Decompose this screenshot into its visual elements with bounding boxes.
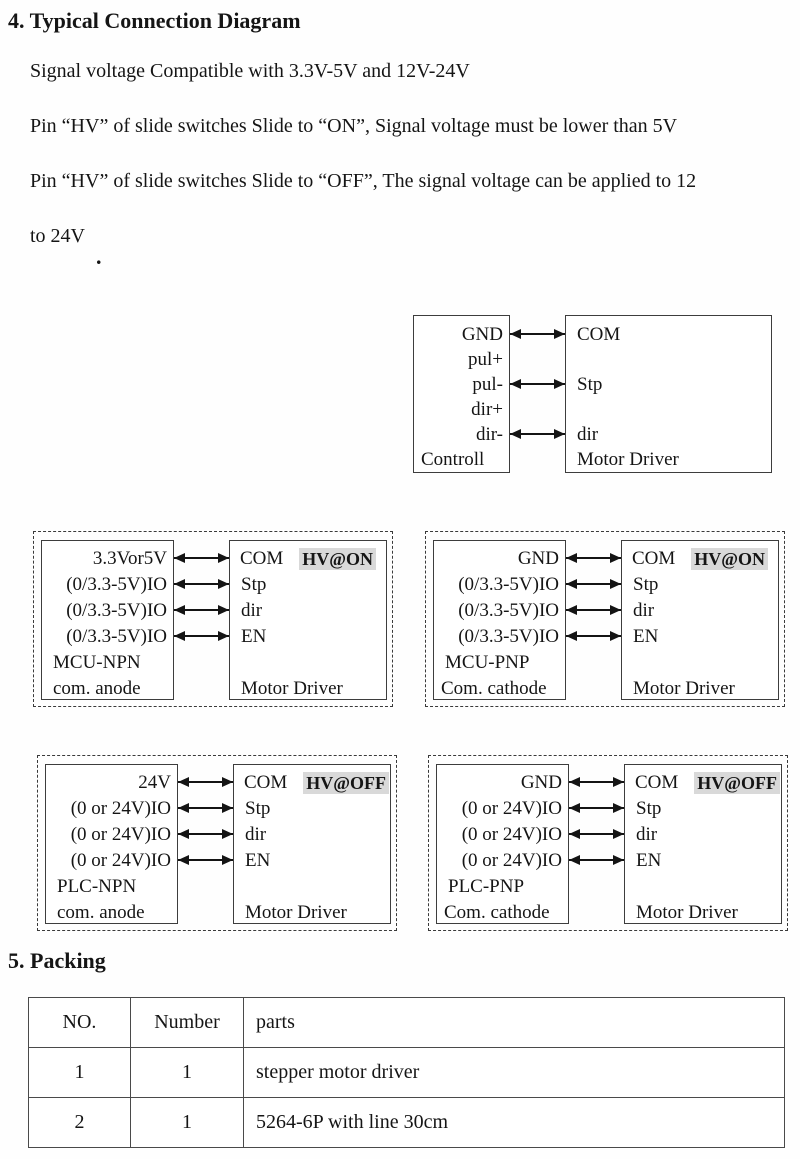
pin-label: dir <box>633 600 655 621</box>
double-arrow-icon <box>569 807 624 809</box>
pin-label: (0/3.3-5V)IO <box>66 574 167 595</box>
pin-label: (0 or 24V)IO <box>461 850 562 871</box>
box-title: Motor Driver <box>245 902 347 923</box>
double-arrow-icon <box>566 609 621 611</box>
pin-label: (0/3.3-5V)IO <box>458 626 559 647</box>
pin-label: (0 or 24V)IO <box>70 824 171 845</box>
box-title: Motor Driver <box>636 902 738 923</box>
double-arrow-icon <box>178 833 233 835</box>
double-arrow-icon <box>569 833 624 835</box>
pin-label: (0/3.3-5V)IO <box>458 574 559 595</box>
pin-label: EN <box>241 626 267 647</box>
hv-off-note-cont: to 24V <box>30 225 85 247</box>
pin-label: Stp <box>636 798 662 819</box>
box-title: com. anode <box>53 678 141 699</box>
pin-label: pul- <box>472 374 503 395</box>
pin-label: (0 or 24V)IO <box>70 798 171 819</box>
double-arrow-icon <box>178 807 233 809</box>
table-header-row <box>29 998 785 1048</box>
plc-npn-diagram <box>37 755 397 931</box>
motor-driver-box <box>565 315 772 473</box>
spacer-row <box>625 874 781 900</box>
table-cell: 2 <box>29 1098 131 1148</box>
pin-label: COM <box>240 548 284 569</box>
table-cell: 5264-6P with line 30cm <box>244 1098 785 1148</box>
pin-label: 24V <box>138 772 171 793</box>
pin-label: COM <box>577 324 621 345</box>
pin-label: GND <box>520 772 562 793</box>
table-row <box>29 1048 785 1098</box>
hv-badge: HV@ON <box>299 548 376 570</box>
connection-diagram-grid <box>33 531 789 931</box>
double-arrow-icon <box>178 859 233 861</box>
spacer-row <box>234 874 390 900</box>
stray-period: . <box>96 244 102 269</box>
double-arrow-icon <box>174 583 229 585</box>
box-title: PLC-NPN <box>57 876 137 897</box>
pin-label: (0 or 24V)IO <box>70 850 171 871</box>
plc-box <box>45 764 178 924</box>
box-title: MCU-NPN <box>53 652 141 673</box>
controller-box <box>413 315 510 473</box>
packing-table <box>28 997 785 1148</box>
pin-label: EN <box>636 850 662 871</box>
hv-badge: HV@OFF <box>303 772 389 794</box>
double-arrow-icon <box>566 557 621 559</box>
table-cell: stepper motor driver <box>244 1048 785 1098</box>
table-header-cell: NO. <box>29 998 131 1048</box>
pin-label: pul+ <box>468 349 503 370</box>
mcu-box <box>41 540 174 700</box>
double-arrow-icon <box>566 635 621 637</box>
box-title: Com. cathode <box>444 902 550 923</box>
plc-pnp-diagram <box>428 755 788 931</box>
double-arrow-icon <box>510 333 565 335</box>
double-arrow-icon <box>178 781 233 783</box>
motor-driver-box <box>229 540 387 700</box>
pin-label: (0/3.3-5V)IO <box>458 600 559 621</box>
box-title: Motor Driver <box>241 678 343 699</box>
hv-on-note: Pin “HV” of slide switches Slide to “ON”, Signal voltage must be lower than 5V <box>30 115 678 137</box>
pin-label: EN <box>245 850 271 871</box>
pin-label: dir <box>241 600 263 621</box>
double-arrow-icon <box>510 433 565 435</box>
section-4-heading: 4. Typical Connection Diagram <box>8 8 301 33</box>
box-title: Motor Driver <box>633 678 735 699</box>
signal-voltage-note: Signal voltage Compatible with 3.3V-5V and 12V-24V <box>30 60 470 82</box>
pin-label: (0 or 24V)IO <box>461 824 562 845</box>
spacer-row <box>566 397 771 422</box>
double-arrow-icon <box>566 583 621 585</box>
double-arrow-icon <box>569 859 624 861</box>
pin-label: dir <box>577 424 599 445</box>
controller-driver-diagram <box>413 315 772 473</box>
pin-label: Stp <box>577 374 603 395</box>
box-title: Controll <box>421 449 485 470</box>
pin-label: dir+ <box>471 399 503 420</box>
hv-badge: HV@ON <box>691 548 768 570</box>
pin-label: Stp <box>241 574 267 595</box>
hv-off-note: Pin “HV” of slide switches Slide to “OFF”, The signal voltage can be applied to 12 <box>30 170 697 192</box>
table-header-cell: Number <box>131 998 244 1048</box>
pin-label: GND <box>461 324 503 345</box>
box-title: Motor Driver <box>577 449 679 470</box>
spacer-row <box>566 347 771 372</box>
pin-label: (0/3.3-5V)IO <box>66 600 167 621</box>
motor-driver-box <box>621 540 779 700</box>
double-arrow-icon <box>174 635 229 637</box>
spacer-row <box>230 650 386 676</box>
box-title: com. anode <box>57 902 145 923</box>
double-arrow-icon <box>510 383 565 385</box>
table-header-cell: parts <box>244 998 785 1048</box>
table-cell: 1 <box>29 1048 131 1098</box>
table-row <box>29 1098 785 1148</box>
box-title: PLC-PNP <box>448 876 525 897</box>
hv-badge: HV@OFF <box>694 772 780 794</box>
pin-label: dir- <box>475 424 503 445</box>
mcu-npn-diagram <box>33 531 393 707</box>
double-arrow-icon <box>174 557 229 559</box>
box-title: Com. cathode <box>441 678 547 699</box>
mcu-box <box>433 540 566 700</box>
double-arrow-icon <box>569 781 624 783</box>
spacer-row <box>622 650 778 676</box>
pin-label: dir <box>636 824 658 845</box>
plc-box <box>436 764 569 924</box>
mcu-pnp-diagram <box>425 531 785 707</box>
pin-label: COM <box>244 772 288 793</box>
pin-label: (0 or 24V)IO <box>461 798 562 819</box>
table-cell: 1 <box>131 1048 244 1098</box>
pin-label: COM <box>632 548 676 569</box>
motor-driver-box <box>233 764 391 924</box>
box-title: MCU-PNP <box>445 652 530 673</box>
pin-label: GND <box>517 548 559 569</box>
pin-label: Stp <box>245 798 271 819</box>
pin-label: COM <box>635 772 679 793</box>
pin-label: 3.3Vor5V <box>92 548 167 569</box>
pin-label: Stp <box>633 574 659 595</box>
pin-label: dir <box>245 824 267 845</box>
section-5-heading: 5. Packing <box>8 948 106 973</box>
double-arrow-icon <box>174 609 229 611</box>
motor-driver-box <box>624 764 782 924</box>
pin-label: EN <box>633 626 659 647</box>
pin-label: (0/3.3-5V)IO <box>66 626 167 647</box>
table-cell: 1 <box>131 1098 244 1148</box>
